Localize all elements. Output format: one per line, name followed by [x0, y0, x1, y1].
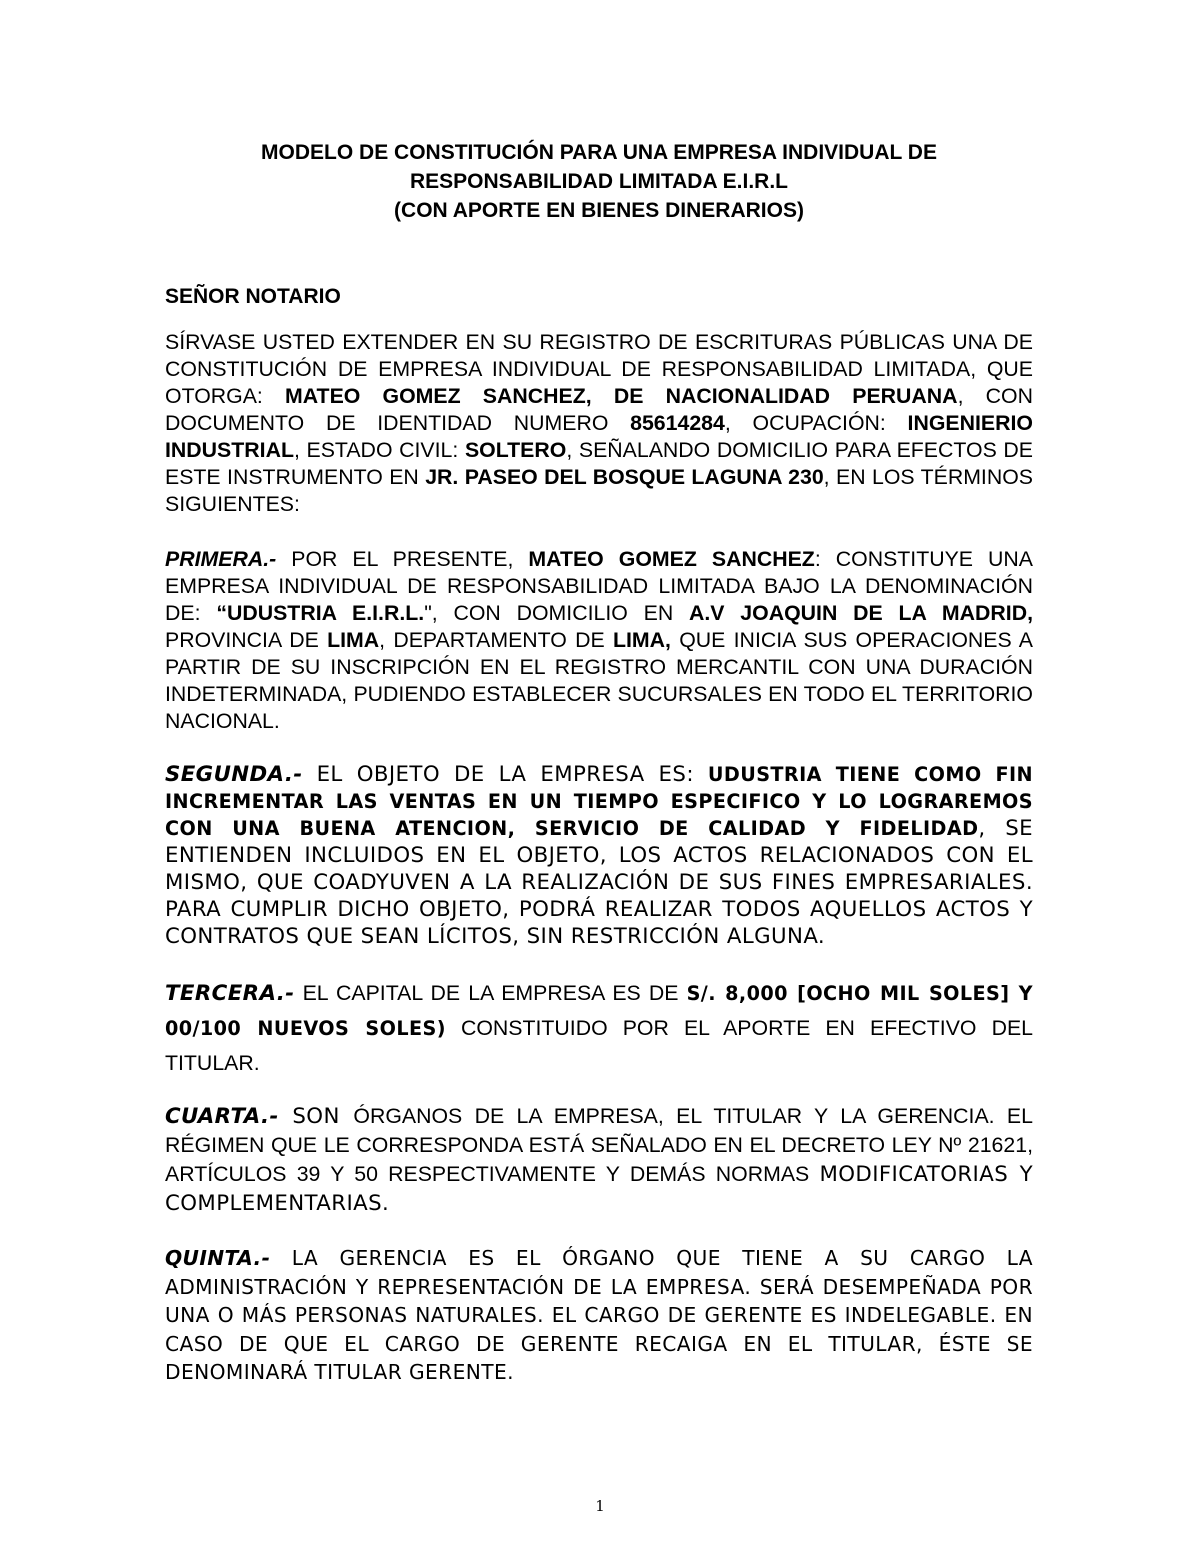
clause-label: PRIMERA.-	[165, 547, 277, 571]
clause-tercera	[165, 976, 1033, 1080]
owner-name: MATEO GOMEZ SANCHEZ	[528, 547, 815, 571]
clause-text: MODIFICATORIAS Y COMPLEMENTARIAS.	[165, 1162, 1033, 1216]
clause-text: EL OBJETO DE LA EMPRESA ES:	[302, 762, 708, 787]
intro-text: SÍRVASE USTED EXTENDER EN SU REGISTRO DE ESCRITURAS PÚBLICAS UNA DE CONSTITUCIÓN DE EMPRESA INDIVIDUAL DE RESPONSABILIDAD LIMITADA, QUE OTORGA:	[165, 330, 1033, 408]
document-body	[165, 138, 1033, 1407]
page-number: 1	[595, 1497, 605, 1515]
title-line-2: RESPONSABILIDAD LIMITADA E.I.R.L	[410, 170, 788, 193]
title-line-1: MODELO DE CONSTITUCIÓN PARA UNA EMPRESA INDIVIDUAL DE	[261, 141, 937, 164]
intro-text: , SEÑALANDO DOMICILIO PARA EFECTOS DE ESTE INSTRUMENTO EN	[165, 438, 1033, 489]
occupation: INGENIERIO INDUSTRIAL	[165, 411, 1033, 462]
intro-text: , ESTADO CIVIL:	[293, 438, 465, 462]
intro-text: , CON DOCUMENTO DE IDENTIDAD NUMERO	[165, 384, 1033, 435]
company-address: A.V JOAQUIN DE LA MADRID,	[689, 601, 1034, 625]
clause-primera	[165, 546, 1033, 735]
department: LIMA,	[613, 628, 671, 652]
clause-text: SON	[278, 1104, 354, 1129]
title-line-3: (CON APORTE EN BIENES DINERARIOS)	[394, 199, 804, 222]
clause-text: , SE ENTIENDEN INCLUIDOS EN EL OBJETO, LOS ACTOS RELACIONADOS CON EL MISMO, QUE COADYUVEN A LA REALIZACIÓN DE SUS FINES EMPRESARIALES. PARA CUMPLIR DICHO OBJETO, PODRÁ REALIZAR TODOS AQUELLOS ACTOS Y CONTRATOS QUE SEAN LÍCITOS, SIN RESTRICCIÓN ALGUNA.	[165, 816, 1033, 949]
clause-text: ÓRGANOS DE LA EMPRESA, EL TITULAR Y LA GERENCIA. EL RÉGIMEN QUE LE CORRESPONDA ESTÁ SEÑALADO EN EL DECRETO LEY Nº 21621, ARTÍCULOS 39 Y 50 RESPECTIVAMENTE Y DEMÁS NORMAS	[165, 1104, 1033, 1186]
intro-text: , OCUPACIÓN:	[724, 411, 908, 435]
clause-segunda	[165, 761, 1033, 950]
clause-quinta	[165, 1244, 1033, 1387]
clause-label: TERCERA.-	[165, 981, 295, 1006]
clause-text: LA GERENCIA ES EL ÓRGANO QUE TIENE A SU CARGO LA ADMINISTRACIÓN Y REPRESENTACIÓN DE LA EMPRESA. SERÁ DESEMPEÑADA POR UNA O MÁS PERSONAS NATURALES. EL CARGO DE GERENTE ES INDELEGABLE. EN CASO DE QUE EL CARGO DE GERENTE RECAIGA EN EL TITULAR, ÉSTE SE DENOMINARÁ TITULAR GERENTE.	[165, 1246, 1033, 1385]
clause-text: POR EL PRESENTE,	[276, 547, 529, 571]
company-name: “UDUSTRIA E.I.R.L.	[216, 601, 425, 625]
clause-text: PROVINCIA DE	[165, 628, 328, 652]
clause-text: , DEPARTAMENTO DE	[379, 628, 613, 652]
intro-text: , EN LOS TÉRMINOS SIGUIENTES:	[165, 465, 1034, 516]
document-title	[165, 138, 1033, 225]
grantor-name: MATEO GOMEZ SANCHEZ, DE NACIONALIDAD PERUANA	[285, 384, 958, 408]
clause-label: CUARTA.-	[165, 1104, 279, 1129]
address: JR. PASEO DEL BOSQUE LAGUNA 230	[425, 465, 824, 489]
clause-text: EL CAPITAL DE LA EMPRESA ES DE	[294, 981, 687, 1005]
clause-text: ", CON DOMICILIO EN	[424, 601, 689, 625]
company-purpose: UDUSTRIA TIENE COMO FIN INCREMENTAR LAS VENTAS EN UN TIEMPO ESPECIFICO Y LO LOGRAREMOS CON UNA BUENA ATENCION, SERVICIO DE CALIDAD Y FIDELIDAD	[165, 763, 1033, 840]
clause-cuarta	[165, 1102, 1033, 1218]
province: LIMA	[327, 628, 380, 652]
intro-paragraph	[165, 329, 1033, 518]
clause-text: CONSTITUIDO POR EL APORTE EN EFECTIVO DEL TITULAR.	[165, 1016, 1033, 1075]
clause-text: QUE INICIA SUS OPERACIONES A PARTIR DE SU INSCRIPCIÓN EN EL REGISTRO MERCANTIL CON UNA DURACIÓN INDETERMINADA, PUDIENDO ESTABLECER SUCURSALES EN TODO EL TERRITORIO NACIONAL.	[165, 628, 1034, 733]
capital-amount: S/. 8,000 [OCHO MIL SOLES] Y 00/100 NUEVOS SOLES)	[165, 982, 1033, 1040]
civil-status: SOLTERO	[464, 438, 567, 462]
salutation: SEÑOR NOTARIO	[165, 285, 341, 308]
clause-label: QUINTA.-	[165, 1246, 271, 1270]
id-number: 85614284	[630, 411, 725, 435]
clause-text: : CONSTITUYE UNA EMPRESA INDIVIDUAL DE RESPONSABILIDAD LIMITADA BAJO LA DENOMINACIÓN DE:	[165, 547, 1033, 625]
clause-label: SEGUNDA.-	[165, 762, 303, 787]
